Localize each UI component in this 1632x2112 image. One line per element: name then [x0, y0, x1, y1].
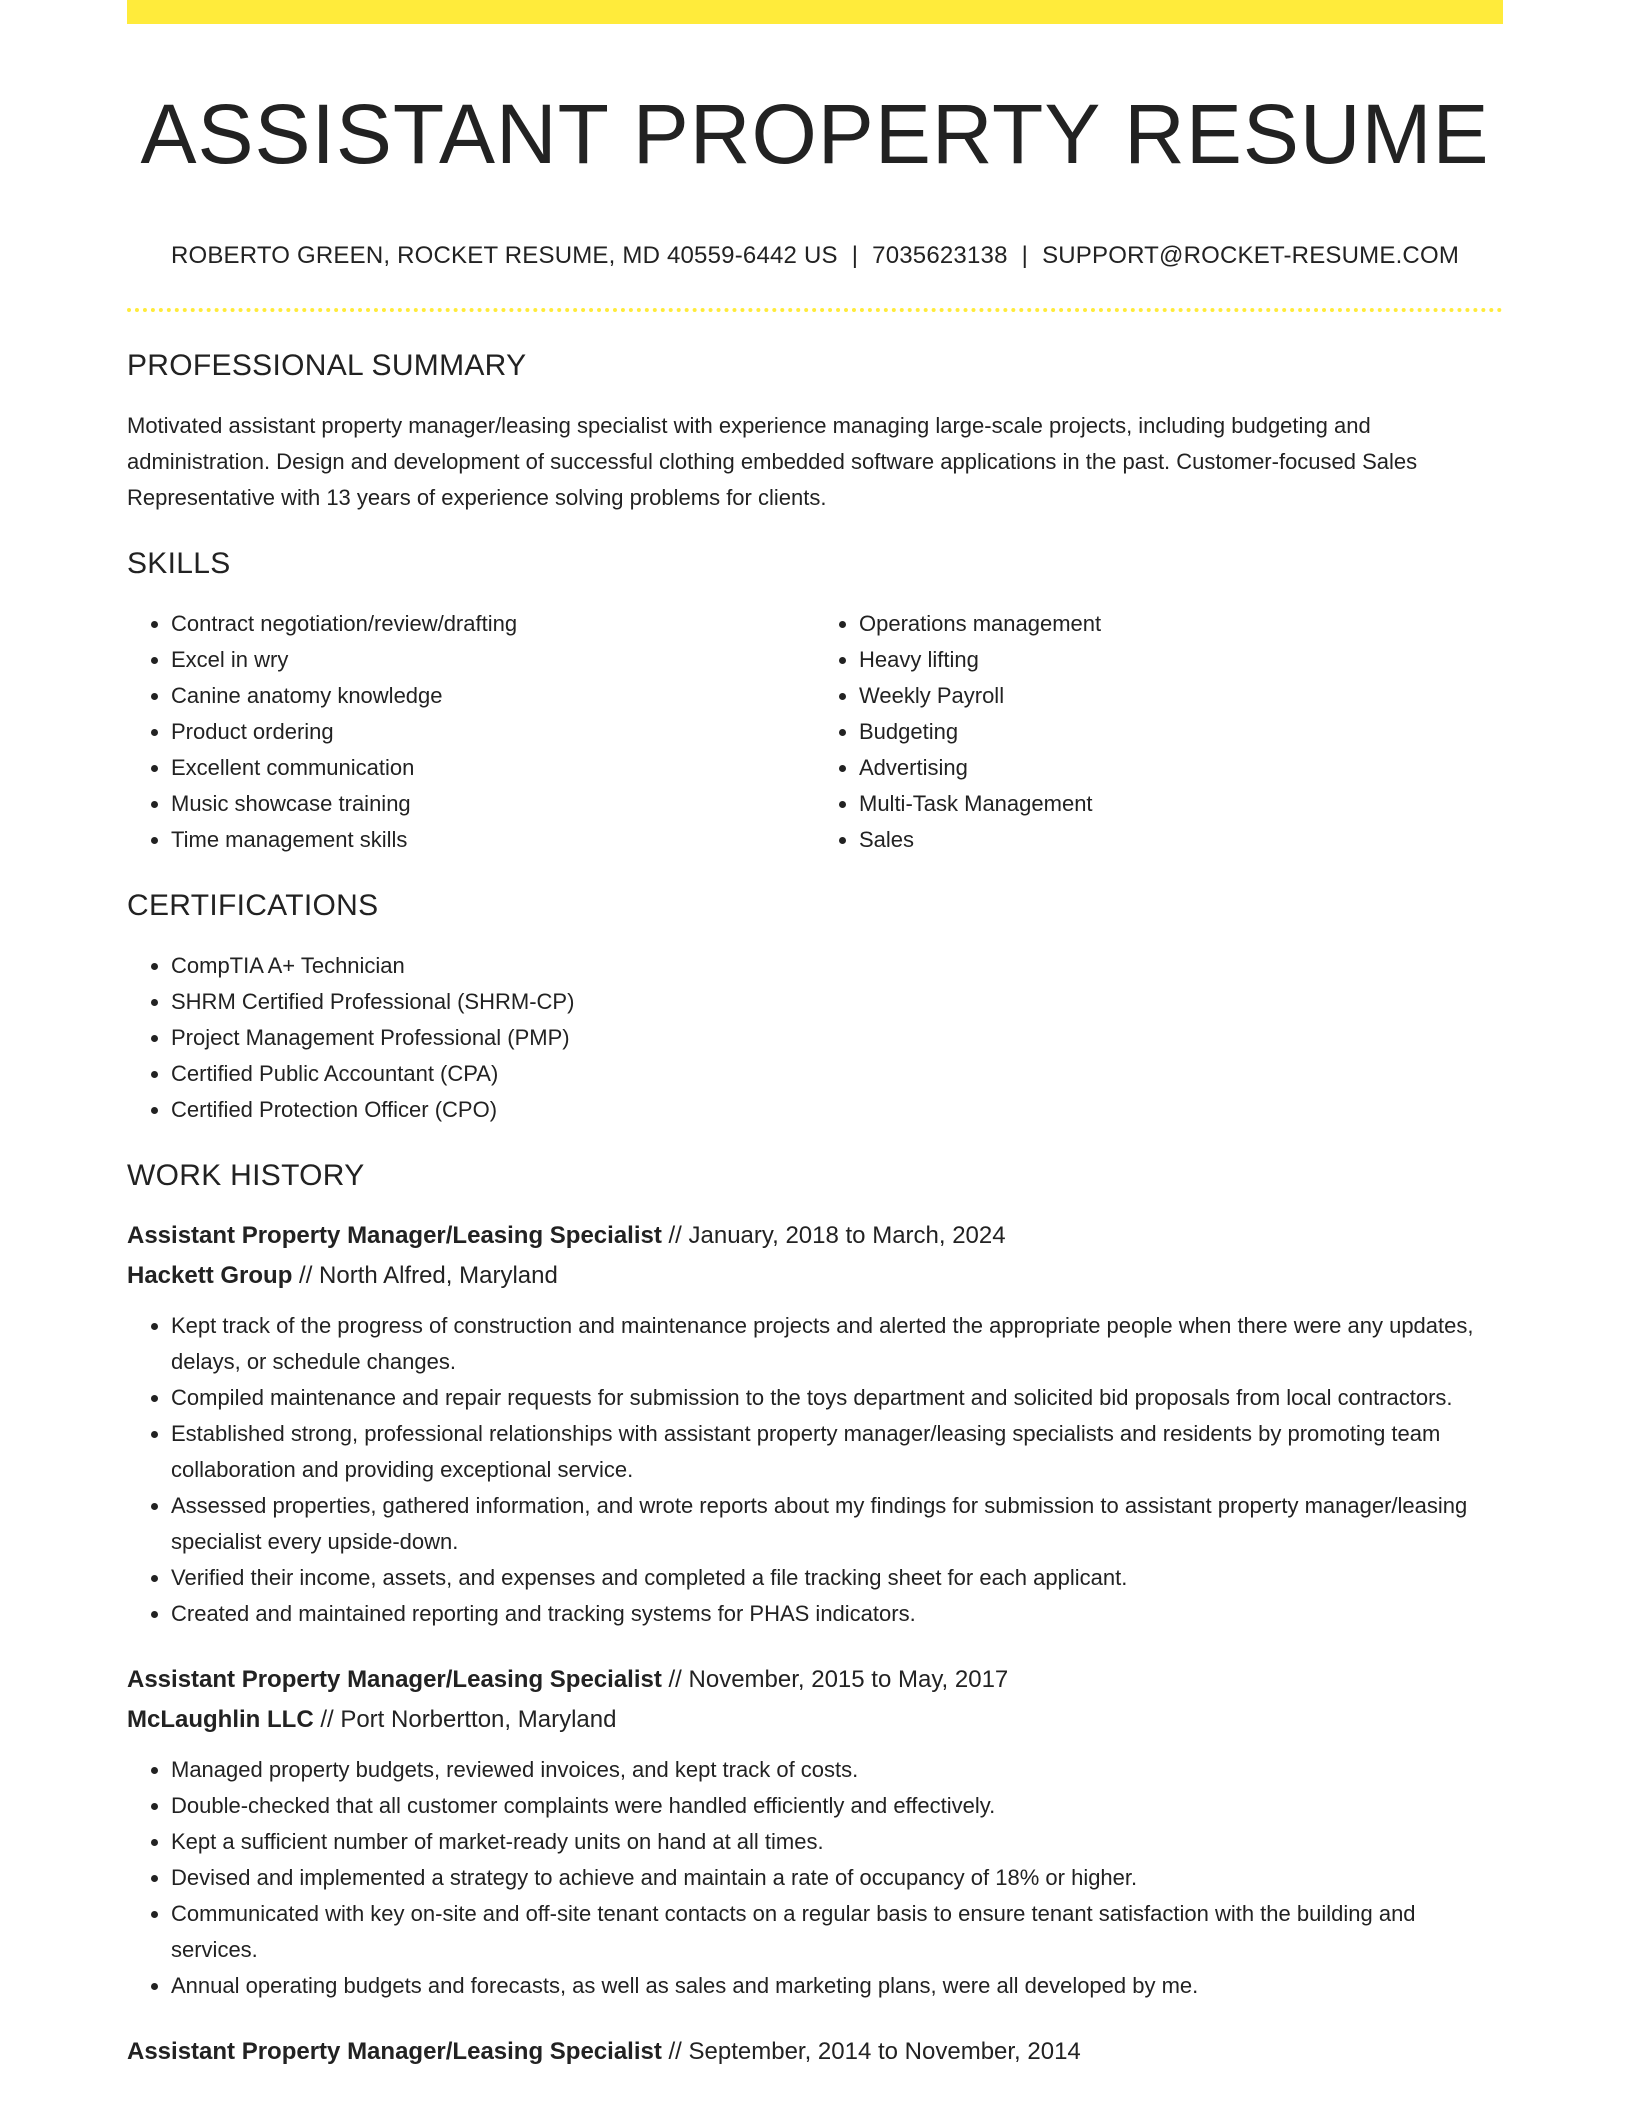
- job-bullet: • Kept track of the progress of construction and maintenance projects and alerted the appropriate people when there were any updates, delays, or schedule changes.: [171, 1308, 1503, 1380]
- resume-title: ASSISTANT PROPERTY RESUME: [140, 87, 1490, 181]
- job-bullet: • Devised and implemented a strategy to achieve and maintain a rate of occupancy of 18% or higher.: [171, 1860, 1503, 1896]
- certification-item: • Certified Public Accountant (CPA): [171, 1056, 1503, 1092]
- job-bullet: • Compiled maintenance and repair requests for submission to the toys department and solicited bid proposals from local contractors.: [171, 1380, 1503, 1416]
- job-dates: January, 2018 to March, 2024: [688, 1222, 1006, 1249]
- skills-heading: SKILLS: [127, 547, 231, 580]
- job-bullet: • Double-checked that all customer complaints were handled efficiently and effectively.: [171, 1788, 1503, 1824]
- skill-item: • Advertising: [859, 750, 1503, 786]
- certification-item: • Project Management Professional (PMP): [171, 1020, 1503, 1056]
- summary-text: Motivated assistant property manager/leasing specialist with experience managing large-scale projects, including budgeting and administration. Design and development of successful clothing embedded software applications in the past. Customer-focused Sales Representative with 13 years of experience solving problems for clients.: [127, 413, 1418, 510]
- skills-list-right: [815, 606, 1503, 858]
- job-title: Assistant Property Manager/Leasing Specialist: [127, 1666, 662, 1693]
- job-title: Assistant Property Manager/Leasing Specialist: [127, 2038, 662, 2065]
- job-title-line: [127, 2032, 1503, 2072]
- skill-item: • Music showcase training: [171, 786, 815, 822]
- job-company-line: [127, 1700, 1503, 1740]
- job-bullet-list: [127, 1308, 1503, 1632]
- skill-item: • Multi-Task Management: [859, 786, 1503, 822]
- job-bullet: • Verified their income, assets, and expenses and completed a file tracking sheet for each applicant.: [171, 1560, 1503, 1596]
- certification-item: • CompTIA A+ Technician: [171, 948, 1503, 984]
- contact-line: [127, 240, 1503, 272]
- skill-item: • Heavy lifting: [859, 642, 1503, 678]
- work-history-section: [127, 1156, 1503, 2072]
- skill-item: • Excel in wry: [171, 642, 815, 678]
- job-bullet: • Created and maintained reporting and tracking systems for PHAS indicators.: [171, 1596, 1503, 1632]
- job-entry: [127, 2032, 1503, 2072]
- job-location: North Alfred, Maryland: [319, 1262, 558, 1289]
- skill-item: • Weekly Payroll: [859, 678, 1503, 714]
- skill-item: • Operations management: [859, 606, 1503, 642]
- top-accent-bar: [127, 0, 1503, 24]
- job-bullet: • Kept a sufficient number of market-ready units on hand at all times.: [171, 1824, 1503, 1860]
- skill-item: • Sales: [859, 822, 1503, 858]
- certifications-section: [127, 886, 1503, 1128]
- job-title-line: [127, 1216, 1503, 1256]
- job-company-line: [127, 1256, 1503, 1296]
- job-dates: November, 2015 to May, 2017: [688, 1666, 1009, 1693]
- contact-separator: |: [851, 242, 859, 269]
- job-bullet-list: [127, 1752, 1503, 2004]
- job-separator: //: [313, 1706, 341, 1733]
- job-bullet: • Assessed properties, gathered information, and wrote reports about my findings for submission to assistant property manager/leasing specialist every upside-down.: [171, 1488, 1503, 1560]
- job-title-line: [127, 1660, 1503, 1700]
- job-company: Hackett Group: [127, 1262, 293, 1289]
- summary-section: [127, 346, 1503, 516]
- resume-page: [127, 0, 1503, 2100]
- job-bullet: • Annual operating budgets and forecasts, as well as sales and marketing plans, were all developed by me.: [171, 1968, 1503, 2004]
- skills-list-left: [127, 606, 815, 858]
- skill-item: • Contract negotiation/review/drafting: [171, 606, 815, 642]
- job-bullet: • Managed property budgets, reviewed invoices, and kept track of costs.: [171, 1752, 1503, 1788]
- work-history-heading: WORK HISTORY: [127, 1159, 365, 1192]
- job-separator: //: [661, 2038, 689, 2065]
- job-bullet: • Established strong, professional relationships with assistant property manager/leasing specialists and residents by promoting team collaboration and providing exceptional service.: [171, 1416, 1503, 1488]
- job-title: Assistant Property Manager/Leasing Specialist: [127, 1222, 662, 1249]
- job-bullet: • Communicated with key on-site and off-site tenant contacts on a regular basis to ensure tenant satisfaction with the building and services.: [171, 1896, 1503, 1968]
- contact-phone: 7035623138: [872, 242, 1008, 269]
- skill-item: • Budgeting: [859, 714, 1503, 750]
- job-company: McLaughlin LLC: [127, 1706, 314, 1733]
- contact-address: ROBERTO GREEN, ROCKET RESUME, MD 40559-6442 US: [170, 242, 838, 269]
- job-entry: [127, 1660, 1503, 2004]
- dotted-divider: [127, 308, 1503, 312]
- skill-item: • Time management skills: [171, 822, 815, 858]
- job-separator: //: [292, 1262, 320, 1289]
- job-separator: //: [661, 1222, 689, 1249]
- certification-item: • Certified Protection Officer (CPO): [171, 1092, 1503, 1128]
- contact-email: SUPPORT@ROCKET-RESUME.COM: [1042, 242, 1460, 269]
- skill-item: • Excellent communication: [171, 750, 815, 786]
- summary-heading: PROFESSIONAL SUMMARY: [127, 349, 527, 382]
- job-location: Port Norbertton, Maryland: [340, 1706, 617, 1733]
- contact-separator: |: [1021, 242, 1029, 269]
- certifications-list: [127, 948, 1503, 1128]
- job-entry: [127, 1216, 1503, 1632]
- certifications-heading: CERTIFICATIONS: [127, 889, 379, 922]
- skill-item: • Canine anatomy knowledge: [171, 678, 815, 714]
- skill-item: • Product ordering: [171, 714, 815, 750]
- skills-section: [127, 544, 1503, 858]
- job-separator: //: [661, 1666, 689, 1693]
- certification-item: • SHRM Certified Professional (SHRM-CP): [171, 984, 1503, 1020]
- job-dates: September, 2014 to November, 2014: [688, 2038, 1081, 2065]
